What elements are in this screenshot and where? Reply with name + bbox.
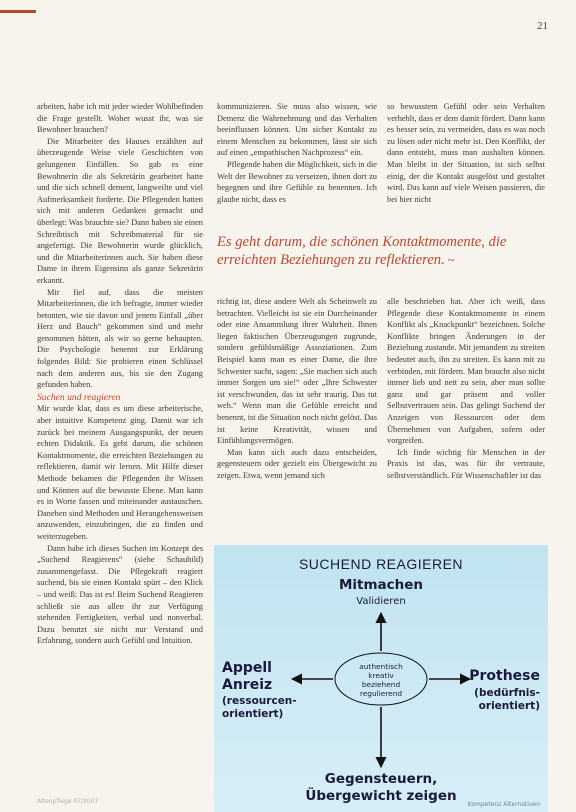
center-line: regulierend — [359, 689, 403, 698]
text-column-3-top — [387, 101, 545, 205]
label-appell: Appell — [222, 660, 272, 676]
diagram-logo: Kompetenz Alternativen — [467, 801, 540, 808]
center-line: authentisch — [359, 662, 403, 671]
center-line: kreativ — [368, 671, 394, 680]
suchend-reagieren-diagram — [214, 545, 548, 812]
label-mitmachen: Mitmachen — [338, 577, 424, 593]
paragraph: Mir wurde klar, dass es um diese arbeiterische, aber intuitive Kompetenz ging. Damit war ich zurück bei meinem Ausgangspunkt, der neuen echten Didaktik. Es geht darum, die schönen Kontaktmomente, die erreichten Beziehungen zu reflektieren, damit wir lernen. Mit Hilfe dieser Methode bekamen die Pflegenden ihr Wissen und Können auf die bewusste Ebene. Man kann es in Worte fassen und miteinander austauschen. Daneben sind Methoden und Herangehensweisen anzuwenden, einzubringen, die zu finden und weiterzugeben. — [37, 404, 203, 541]
paragraph: Ich finde wichtig für Menschen in der Praxis ist das, was für ihr vertraute, selbstverständlich. Für Wissenschaftler ist das — [387, 447, 545, 480]
text-column-2-bottom — [217, 296, 377, 482]
diagram-title: SUCHEND REAGIEREN — [298, 556, 464, 572]
center-text — [341, 662, 421, 698]
paragraph: Pflegende haben die Möglichkeit, sich in die Welt der Bewohner zu versetzen, ihnen dort zu begegnen und ihre Gefühle zu benennen. Ich glaube nicht, dass es — [217, 159, 377, 204]
swirl-ornament-icon: ~ — [447, 252, 455, 267]
label-appell-anreiz — [222, 660, 318, 694]
paragraph: so bewusstem Gefühl oder sein Verhalten verhehlt, dass er dem damit fördert. Dann kann es besser sein, zu vermeiden, dass es was noch zu lösen oder nicht mehr ist. Den Konflikt, der dann entsteht, muss man aushalten können. Man bleibt in der Situation, ist sich selbst einig, der die Kontakt ausgelöst und gestaltet wird. Das kann auf viele Weisen passieren, die bei hier nicht — [387, 102, 545, 204]
label-prothese: Prothese — [469, 668, 540, 684]
text-column-1 — [37, 101, 203, 647]
label-anreiz: Anreiz — [222, 677, 273, 693]
text-column-3-bottom — [387, 296, 545, 482]
top-accent-rule — [0, 10, 36, 13]
center-line: beziehend — [361, 680, 401, 689]
page-number: 21 — [537, 20, 548, 32]
paragraph: richtig ist, diese andere Welt als Scheinwelt zu betrachten. Vielleicht ist sie ein Durcheinander oder eine Ansammlung ihrer Wahrheit. Ihnen liegen faktischen Überzeugungen zugrunde, sondern gefühlsmäßige Assoziationen. Zum Beispiel kann man es einer Dame, die ihre Schwester sucht, sagen: „Sie machen sich auch immer Sorgen um sie!“ oder „Ihre Schwester ist verschwunden, das ist sehr traurig. Das tut weh.“ Wenn man die Gefühle erreicht und benennt, ist die Situation noch nicht gelöst. Das ist keine Kreativität, wissen und Einfühlungsvermögen. — [217, 297, 377, 446]
label-ressourcenorientiert: (ressourcen-orientiert) — [222, 695, 297, 720]
paragraph: Dann habe ich dieses Suchen im Konzept des „Suchend Reagierens“ (siehe Schaubild) zusammengefasst. Die Pflegekraft reagiert suchend, bis sie einen Kontakt spürt – den Klick – und weiß: Das ist es! Beim Suchend Reagieren schließt sie aus allen ihr zur Verfügung stehenden Fertigkeiten, verbal und nonverbal. Dazu benutzt sie nicht nur Verstand und Erfahrung, sondern auch Gefühl und Intuition. — [37, 543, 203, 646]
text-column-2-top — [217, 101, 377, 205]
label-uebergewicht-zeigen: Übergewicht zeigen — [305, 788, 457, 804]
paragraph: Man kann sich auch dazu entscheiden, gegensteuern oder gezielt ein Übergewicht zu zeigen. Etwa, wenn jemand sich — [217, 447, 377, 480]
paragraph: kommunizieren. Sie muss also wissen, wie Demenz die Wahrnehmung und das Verhalten beeinflussen können. Um sicher Kontakt zu einem Menschen zu bekommen, lässt sie sich auf einen „empathischen Nachprozess“ ein. — [217, 102, 377, 158]
label-validieren: Validieren — [356, 596, 406, 607]
paragraph: arbeiten, habe ich mit jeder wieder Wohlbefinden die Frage gestellt. Woher wusst ihr, was sie Bewohner brauchen? — [37, 102, 203, 135]
paragraph: Die Mitarbeiter des Hauses erzählten auf überzeugende Weise viele Geschichten von gelungenen Einfällen. So gab es eine Bewohnerin die als Sekretärin gearbeitet hatte und die sich schnell dement, langweilte und viel Aufmerksamkeit forderte. Die Pflegenden hatten sich mit anderen Gedanken gemacht und überlegt: Was brauchte sie? Dann haben sie einen Schreibtisch mit Schreibmaterial für sie angefertigt. Die Bewohnerin wurde glücklich, und die Mitarbeiterinnen auch. Sie haben diese Dame in ihrem Eigensinn als ganze Sekretärin erkannt. — [37, 136, 203, 285]
pull-quote — [217, 233, 547, 269]
label-gegensteuern: Gegensteuern, — [324, 771, 438, 787]
label-beduerfnisorientiert: (bedürfnis-orientiert) — [474, 687, 540, 712]
footer-note: Altenpflege 07/2007 — [37, 798, 99, 805]
pull-quote-text: Es geht darum, die schönen Kontaktmomente, die erreichten Beziehungen zu reflektieren. — [217, 234, 507, 268]
paragraph: Mir fiel auf, dass die meisten Mitarbeiterinnen, die ich befragte, immer wieder betonten, wie sie davon und jenem Einfall „über Herz und Bauch“ gekommen sind und mehr genommen hätten, als wir so gerne behaupten. Die Psychologie benennt zur Erklärung folgendes Bild: Sie probieren einen Schlüssel nach dem anderen aus, bis sie den Zugang gefunden haben. — [37, 287, 203, 390]
paragraph: alle beschrieben hat. Aber ich weiß, dass Pflegende diese Kontaktmomente in einem Konflikt als „Knackpunkt“ bezeichnen. Solche Konflikte bringen Änderungen in der Beziehung zustande. Mit jemandem zu streiten bedeutet auch, ihn zu streiten. Es kann mit zu verbinden, mit fördern. Man braucht also nicht immer lieb und nett zu sein, aber man sollte ganz und gar präsent und voller Selbstvertrauen sein. Das gelingt Suchend der Anzeigen von Ressourcen oder dem Übernehmen von Aufgaben, sofern oder vorgreifen. — [387, 297, 545, 446]
section-subheading: Suchen und reagieren — [37, 391, 121, 403]
